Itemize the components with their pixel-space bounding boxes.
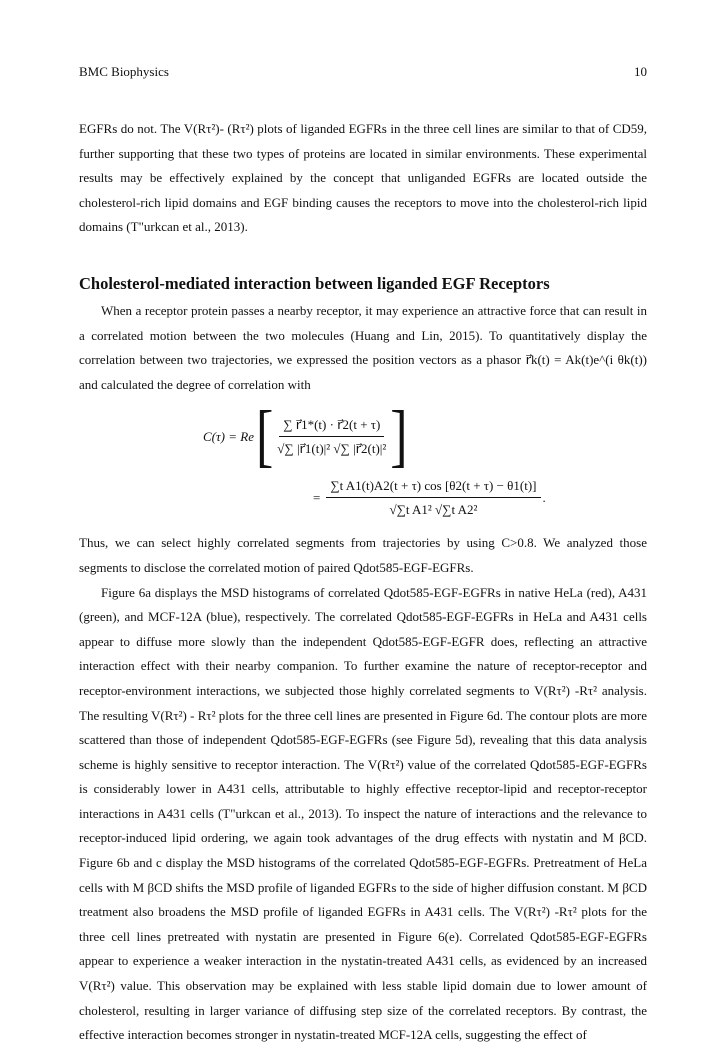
- paragraph-3: Thus, we can select highly correlated segments from trajectories by using C>0.8. We analyzed those segments to disclose the correlated motion of paired Qdot585-EGF-EGFRs.: [79, 535, 647, 575]
- paragraph-2: When a receptor protein passes a nearby receptor, it may experience an attractive force that can result in a correlated motion between the two molecules (Huang and Lin, 2015). To quantitatively display the correlation between two trajectories, we expressed the position vectors as a phasor r⃗k(t) = Ak(t)e^(i θk(t)) and calculated the degree of correlation with: [79, 302, 647, 392]
- equation-lhs: C(τ) = Re: [203, 429, 254, 445]
- equals-sign: =: [313, 490, 321, 506]
- fraction-1-numerator: ∑ r⃗1*(t) · r⃗2(t + τ): [279, 416, 384, 437]
- equation-fraction-1: [277, 416, 386, 458]
- right-bracket: ]: [390, 398, 408, 476]
- article-body: [79, 117, 647, 1048]
- paragraph-1: EGFRs do not. The V(Rτ²)- (Rτ²) plots of liganded EGFRs in the three cell lines are similar to that of CD59, further supporting that these two types of proteins are located in similar environments. These experimental results may be effectively explained by the concept that unliganded EGFRs are located outside the cholesterol-rich lipid domains and EGF binding causes the receptors to move into the cholesterol-rich lipid domains (T"urkcan et al., 2013).: [79, 121, 647, 235]
- correlation-equation: [79, 398, 647, 529]
- equation-line-2: [313, 477, 546, 519]
- equation-fraction-2: [326, 477, 540, 519]
- section-heading: Cholesterol-mediated interaction between liganded EGF Receptors: [79, 273, 550, 293]
- fraction-2-denominator: √∑t A1² √∑t A2²: [389, 502, 478, 518]
- equation-line-1: [203, 398, 410, 476]
- equation-period: .: [542, 490, 546, 506]
- paragraph-4: Figure 6a displays the MSD histograms of correlated Qdot585-EGF-EGFRs in native HeLa (red), A431 (green), and MCF-12A (blue), respectively. The correlated Qdot585-EGF-EGFRs in HeLa and A431 cells appear to diffuse more slowly than the independent Qdot585-EGF-EGFR does, reflecting an attractive interaction effect with their nearby companion. To further examine the nature of receptor-receptor and receptor-environment interactions, we subjected those highly correlated segments to V(Rτ²) -Rτ² analysis. The resulting V(Rτ²) - Rτ² plots for the three cell lines are presented in Figure 6d. The contour plots are more scattered than those of independent Qdot585-EGF-EGFRs (see Figure 5d), revealing that this data analysis scheme is highly sensitive to receptor interaction. The V(Rτ²) value of the correlated Qdot585-EGF-EGFRs is considerably lower in A431 cells, attributable to highly effective receptor-lipid and receptor-receptor interactions in A431 cells (T"urkcan et al., 2013). To inspect the nature of interactions and the relevance to receptor-induced lipid ordering, we again took advantages of the drug effects with nystatin and M βCD. Figure 6b and c display the MSD histograms of the correlated Qdot585-EGF-EGFRs. Pretreatment of HeLa cells with M βCD shifts the MSD profile of liganded EGFRs to the side of higher diffusion constant. M βCD treatment also broadens the MSD profile of liganded EGFRs in A431 cells. The V(Rτ²) -Rτ² plots for the three cell lines pretreated with nystatin are presented in Figure 6(e). Correlated Qdot585-EGF-EGFRs appear to experience a weaker interaction in the nystatin-treated A431 cells, as evidenced by an increased V(Rτ²) value. This observation may be explained with less stable lipid domain due to lower amount of cholesterol, resulting in larger variance of diffusing step size of the correlated receptors. By contrast, the effective interaction becomes stronger in nystatin-treated MCF-12A cells, suggesting the effect of: [79, 584, 647, 1043]
- journal-name: BMC Biophysics: [79, 64, 169, 79]
- page-number: 10: [634, 64, 647, 79]
- fraction-1-denominator: √∑ |r⃗1(t)|² √∑ |r⃗2(t)|²: [277, 441, 387, 457]
- left-bracket: [: [255, 398, 274, 476]
- running-header: [79, 64, 647, 80]
- fraction-2-numerator: ∑t A1(t)A2(t + τ) cos [θ2(t + τ) − θ1(t)]: [326, 477, 540, 498]
